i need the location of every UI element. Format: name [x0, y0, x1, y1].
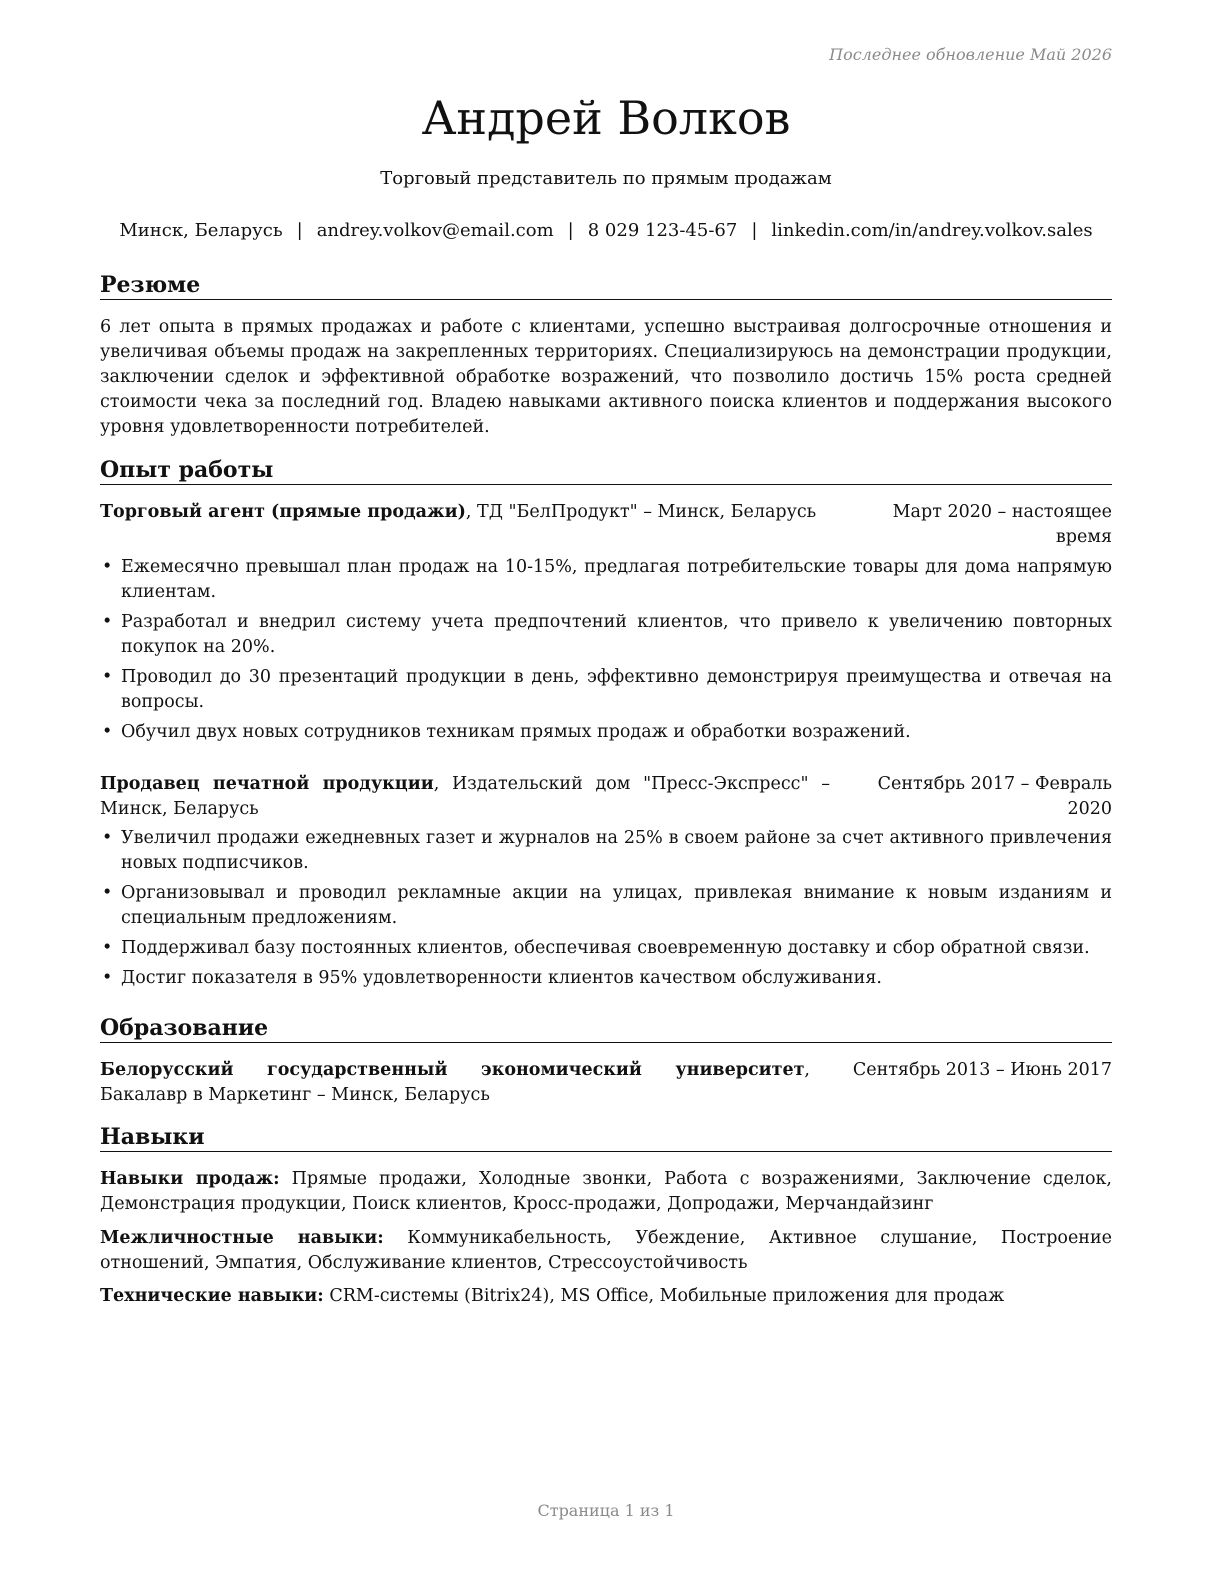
candidate-name: Андрей Волков	[421, 91, 791, 145]
list-item: • Увеличил продажи ежедневных газет и журналов на 25% в своем районе за счет активного привлечения новых подписчиков.	[100, 826, 1112, 876]
section-title-skills: Навыки	[100, 1124, 1112, 1152]
job-dates: Сентябрь 2017 – Февраль 2020	[877, 774, 1112, 819]
last-updated: Последнее обновление Май 2026	[829, 45, 1112, 64]
contact-line	[100, 220, 1112, 241]
skill-group-items: CRM-системы (Bitrix24), MS Office, Мобильные приложения для продаж	[329, 1286, 1005, 1306]
contact-phone: 8 029 123-45-67	[587, 220, 738, 241]
section-title-summary: Резюме	[100, 272, 1112, 300]
contact-separator: |	[296, 220, 303, 241]
skill-group-label: Межличностные навыки:	[100, 1228, 384, 1248]
skill-group-items: Прямые продажи, Холодные звонки, Работа с возражениями, Заключение сделок, Демонстрация продукции, Поиск клиентов, Кросс-продажи, Допродажи, Мерчандайзинг	[100, 1169, 1112, 1214]
education-details: , Бакалавр в Маркетинг – Минск, Беларусь	[100, 1060, 810, 1105]
summary-text: 6 лет опыта в прямых продажах и работе с клиентами, успешно выстраивая долгосрочные отношения и увеличивая объемы продаж на закрепленных территориях. Специализируюсь на демонстрации продукции, заключении сделок и эффективной обработке возражений, что позволило достичь 15% роста средней стоимости чека за последний год. Владею навыками активного поиска клиентов и поддержания высокого уровня удовлетворенности потребителей.	[100, 317, 1112, 437]
section-title-education: Образование	[100, 1015, 1112, 1043]
list-item: • Разработал и внедрил систему учета предпочтений клиентов, что привело к увеличению повторных покупок на 20%.	[100, 610, 1112, 660]
list-item: • Ежемесячно превышал план продаж на 10-15%, предлагая потребительские товары для дома напрямую клиентам.	[100, 555, 1112, 605]
skill-group-label: Технические навыки:	[100, 1286, 324, 1306]
skill-group-items: Коммуникабельность, Убеждение, Активное слушание, Построение отношений, Эмпатия, Обслуживание клиентов, Стрессоустойчивость	[100, 1228, 1112, 1273]
job-position: Продавец печатной продукции	[100, 774, 434, 794]
job-bullets	[100, 555, 1112, 750]
job-dates: Март 2020 – настоящее время	[892, 502, 1112, 547]
candidate-headline: Торговый представитель по прямым продажам	[380, 168, 832, 189]
education-institution: Белорусский государственный экономический университет	[100, 1060, 805, 1080]
page-number: Страница 1 из 1	[537, 1501, 675, 1520]
job-header	[100, 500, 1112, 547]
contact-linkedin[interactable]: linkedin.com/in/andrey.volkov.sales	[771, 220, 1093, 241]
skill-group	[100, 1226, 1112, 1276]
list-item: • Достиг показателя в 95% удовлетворенности клиентов качеством обслуживания.	[100, 966, 1112, 991]
contact-email[interactable]: andrey.volkov@email.com	[316, 220, 554, 241]
education-item	[100, 1058, 1112, 1108]
education-line	[100, 1058, 810, 1108]
contact-location: Минск, Беларусь	[119, 220, 283, 241]
education-dates: Сентябрь 2013 – Июнь 2017	[852, 1060, 1112, 1080]
contact-separator: |	[567, 220, 574, 241]
job-title-line	[100, 772, 830, 822]
list-item: • Организовывал и проводил рекламные акции на улицах, привлекая внимание к новым изданиям и специальным предложениям.	[100, 881, 1112, 931]
list-item: • Проводил до 30 презентаций продукции в день, эффективно демонстрируя преимущества и отвечая на вопросы.	[100, 665, 1112, 715]
skill-group	[100, 1167, 1112, 1217]
job-header	[100, 772, 1112, 822]
section-title-experience: Опыт работы	[100, 457, 1112, 485]
skill-group	[100, 1284, 1112, 1309]
job-bullets	[100, 826, 1112, 996]
job-title-line	[100, 500, 860, 525]
list-item: • Поддерживал базу постоянных клиентов, обеспечивая своевременную доставку и сбор обратной связи.	[100, 936, 1112, 961]
list-item: • Обучил двух новых сотрудников техникам прямых продаж и обработки возражений.	[100, 720, 1112, 745]
resume-page	[100, 0, 1112, 1584]
job-position: Торговый агент (прямые продажи)	[100, 502, 466, 522]
skill-group-label: Навыки продаж:	[100, 1169, 280, 1189]
job-company: , Издательский дом "Пресс-Экспресс" – Минск, Беларусь	[100, 774, 830, 819]
contact-separator: |	[751, 220, 758, 241]
job-company: , ТД "БелПродукт" – Минск, Беларусь	[465, 502, 817, 522]
